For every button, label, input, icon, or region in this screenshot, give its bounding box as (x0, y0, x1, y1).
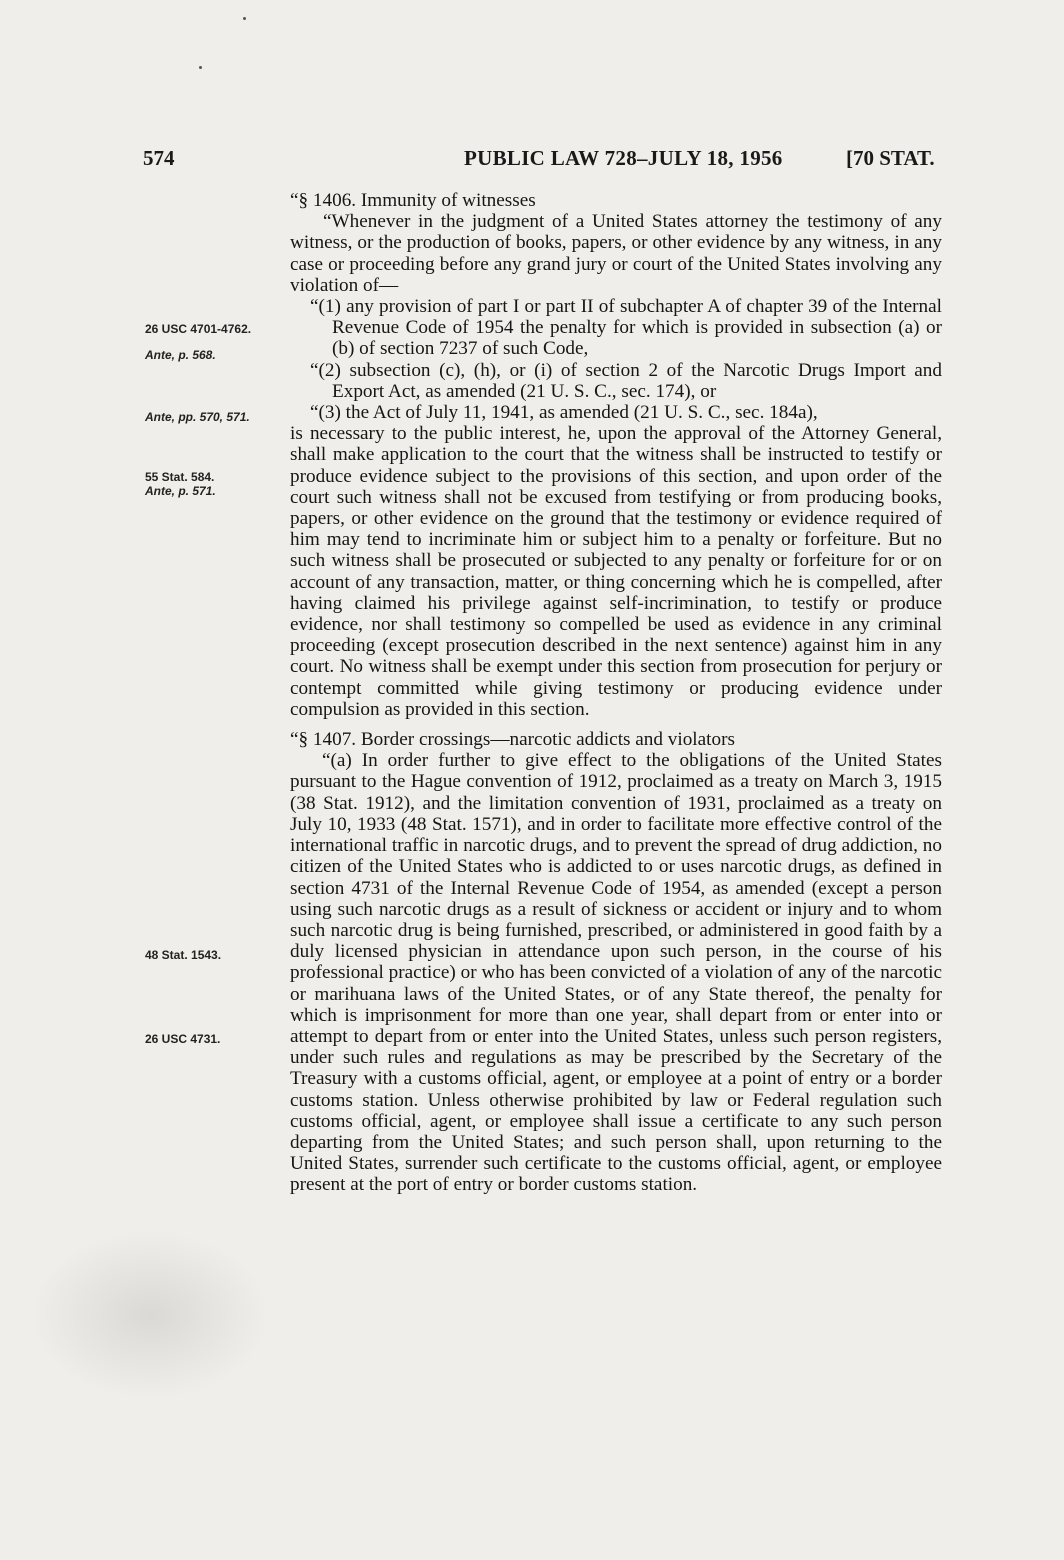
margin-note: 55 Stat. 584. (145, 470, 215, 484)
section-1406-heading: “§ 1406. Immunity of witnesses (290, 190, 536, 211)
section-1406-item-3: “(3) the Act of July 11, 1941, as amended (21 U. S. C., sec. 184a), (310, 402, 818, 424)
margin-note: Ante, pp. 570, 571. (145, 410, 250, 424)
margin-note: Ante, p. 568. (145, 348, 216, 362)
section-1406-intro: “Whenever in the judgment of a United States attorney the testimony of any witness, or the production of books, papers, or other evidence by any witness, in any case or proceeding before any grand jury or court of the United States involving any violation of— (290, 211, 942, 296)
section-1406-body: is necessary to the public interest, he, upon the approval of the Attorney General, shall make application to the court that the witness shall be instructed to testify or produce evidence subject to the provisions of this section, and upon order of the court such witness shall not be excused from testifying or from producing books, papers, or other evidence on the ground that the testimony or evidence required of him may tend to incriminate him or subject him to a penalty or forfeiture. But no such witness shall be prosecuted or subjected to any penalty or forfeiture for or on account of any transaction, matter, or thing concerning which he is compelled, after having claimed his privilege against self-incrimination, to testify or produce evidence, nor shall testimony so compelled be used as evidence in any criminal proceeding (except prosecution described in the next sentence) against him in any court. No witness shall be exempt under this section from prosecution for perjury or contempt committed while giving testimony or producing evidence under compulsion as provided in this section. (290, 423, 942, 720)
scan-speck (199, 66, 202, 69)
margin-note: 26 USC 4731. (145, 1032, 221, 1046)
margin-note: 48 Stat. 1543. (145, 948, 222, 962)
section-1407-paragraph-a: “(a) In order further to give effect to the obligations of the United States pursuant to the Hague convention of 1912, proclaimed as a treaty on March 3, 1915 (38 Stat. 1912), and the limitation convention of 1931, proclaimed as a treaty on July 10, 1933 (48 Stat. 1571), and in order to facilitate more effective control of the international traffic in narcotic drugs, and to prevent the spread of drug addiction, no citizen of the United States who is addicted to or uses narcotic drugs, as defined in section 4731 of the Internal Revenue Code of 1954, as amended (except a person using such narcotic drugs as a result of sickness or accident or injury and to whom such narcotic drug is being furnished, prescribed, or administered in good faith by a duly licensed physician in attendance upon such person, in the course of his professional practice) or who has been convicted of a violation of any of the narcotic or marihuana laws of the United States, or of any State thereof, the penalty for which is imprisonment for more than one year, shall depart from or enter into or attempt to depart from or enter into the United States, unless such person registers, under such rules and regulations as may be prescribed by the Secretary of the Treasury with a customs official, agent, or employee at a point of entry or a border customs station. Unless otherwise prohibited by law or Federal regulation such customs official, agent, or employee shall issue a certificate to any such person departing from the United States; and such person shall, upon returning to the United States, surrender such certificate to the customs official, agent, or employee present at the port of entry or border customs station. (290, 750, 942, 1196)
page-number: 574 (143, 146, 175, 170)
main-text (290, 190, 942, 1196)
statute-volume: [70 STAT. (846, 146, 935, 170)
scan-smudge (30, 1230, 270, 1400)
section-1407-heading: “§ 1407. Border crossings—narcotic addicts and violators (290, 729, 735, 751)
section-1406-item-2: “(2) subsection (c), (h), or (i) of section 2 of the Narcotic Drugs Import and Export Act, as amended (21 U. S. C., sec. 174), or (310, 359, 942, 402)
scan-speck (243, 17, 246, 20)
margin-note: Ante, p. 571. (145, 484, 216, 498)
running-title: PUBLIC LAW 728–JULY 18, 1956 (464, 146, 783, 170)
section-1406-item-1: “(1) any provision of part I or part II of subchapter A of chapter 39 of the Internal Revenue Code of 1954 the penalty for which is provided in subsection (a) or (b) of section 7237 of such Code, (310, 296, 942, 360)
margin-note: 26 USC 4701-4762. (145, 322, 252, 336)
